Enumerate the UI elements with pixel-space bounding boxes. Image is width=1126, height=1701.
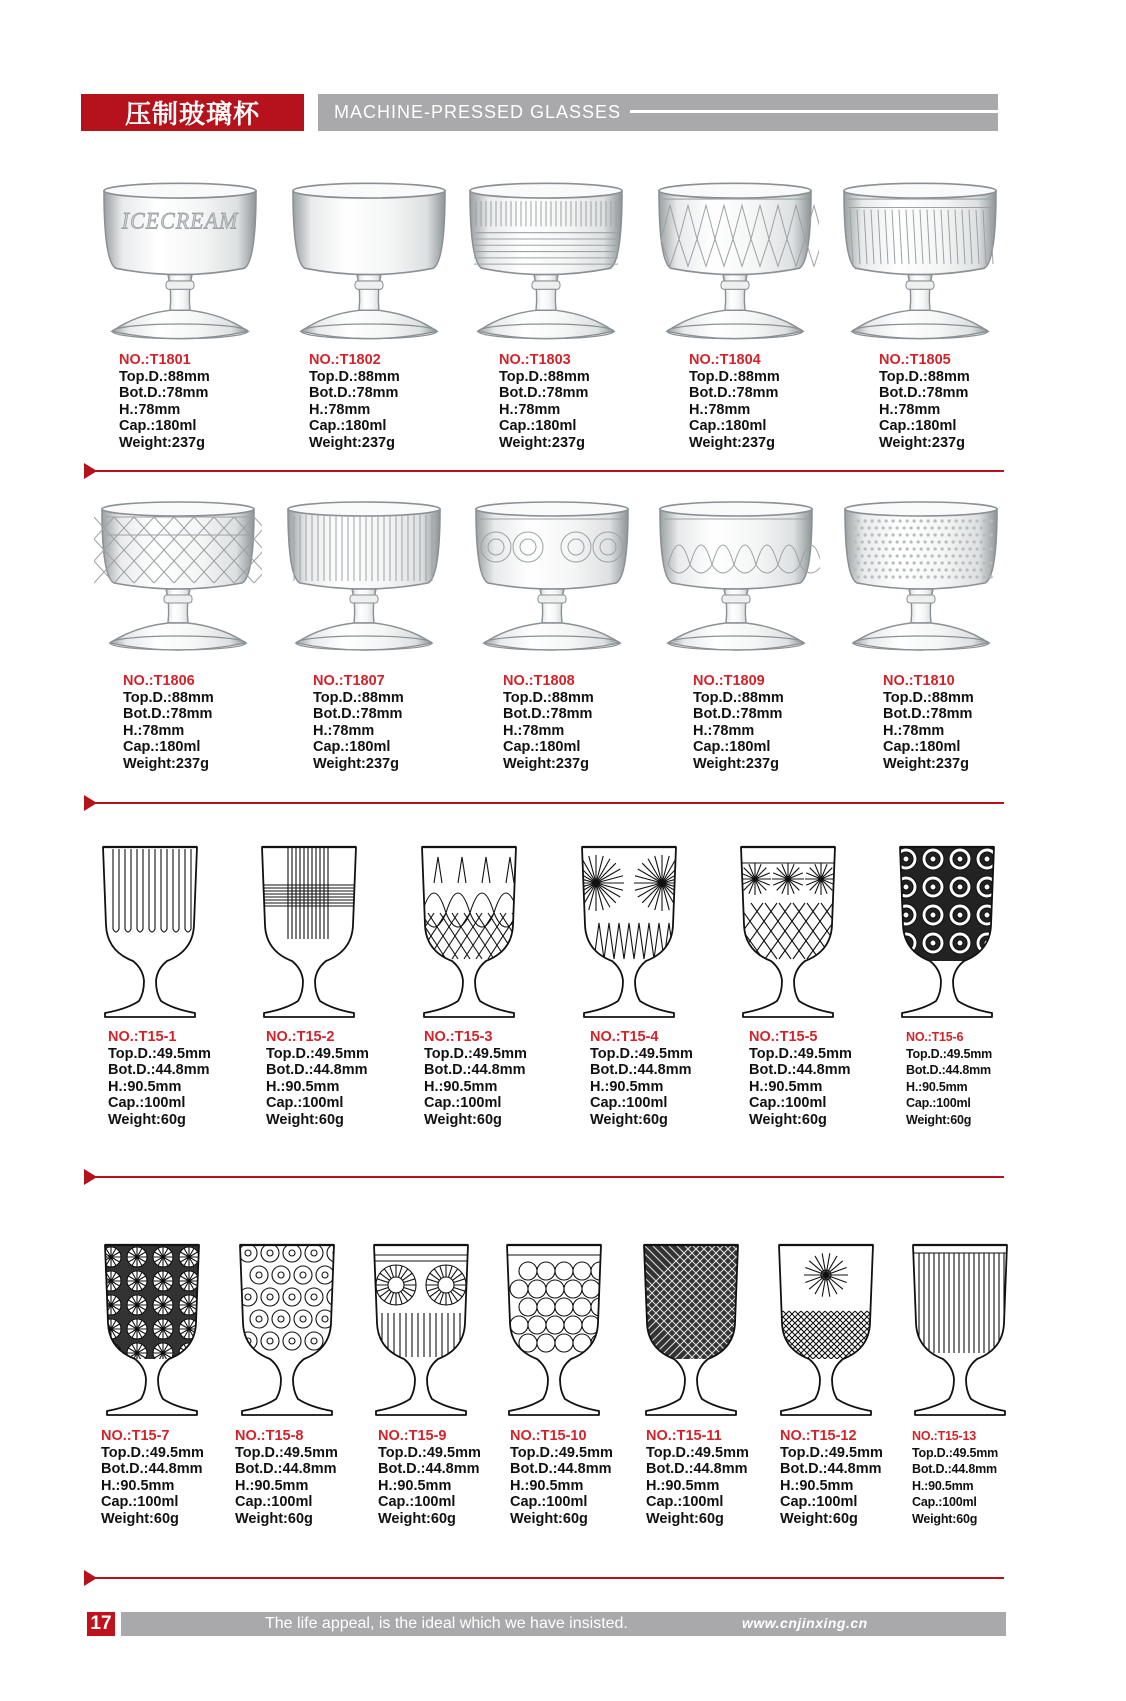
weight: Weight:60g	[108, 1111, 186, 1128]
weight: Weight:237g	[309, 434, 395, 451]
height: H.:90.5mm	[510, 1477, 584, 1494]
product-spec	[123, 673, 214, 772]
header-title-en: MACHINE-PRESSED GLASSES	[334, 102, 622, 122]
top-diameter: Top.D.:88mm	[693, 689, 784, 706]
top-diameter: Top.D.:49.5mm	[235, 1444, 338, 1461]
capacity: Cap.:100ml	[235, 1494, 313, 1510]
top-diameter: Top.D.:49.5mm	[906, 1046, 993, 1061]
product-code: NO.:T15-10	[510, 1428, 587, 1444]
product-spec	[693, 673, 784, 772]
product-code: NO.:T1801	[119, 352, 191, 368]
height: H.:78mm	[119, 401, 181, 418]
footer-slogan: The life appeal, is the ideal which we have insisted.	[265, 1615, 628, 1632]
product-spec	[499, 352, 590, 451]
product-image	[771, 1241, 881, 1421]
weight: Weight:60g	[266, 1111, 344, 1128]
top-diameter: Top.D.:88mm	[689, 368, 780, 385]
header-title-cn: 压制玻璃杯	[81, 94, 304, 131]
weight: Weight:60g	[749, 1111, 827, 1128]
product-spec	[313, 673, 404, 772]
top-diameter: Top.D.:49.5mm	[108, 1045, 211, 1062]
top-diameter: Top.D.:88mm	[503, 689, 594, 706]
weight: Weight:60g	[590, 1111, 668, 1128]
height: H.:90.5mm	[646, 1477, 720, 1494]
bottom-diameter: Bot.D.:78mm	[693, 706, 783, 722]
height: H.:90.5mm	[378, 1477, 452, 1494]
height: H.:78mm	[309, 401, 371, 418]
product-image	[95, 843, 205, 1023]
goblet-line-drawing	[636, 1241, 746, 1421]
height: H.:90.5mm	[101, 1477, 175, 1494]
capacity: Cap.:180ml	[313, 739, 391, 755]
footer-bar	[121, 1612, 1006, 1636]
height: H.:90.5mm	[235, 1477, 309, 1494]
top-diameter: Top.D.:49.5mm	[912, 1445, 999, 1460]
weight: Weight:237g	[503, 755, 589, 772]
section-divider	[86, 1176, 1004, 1178]
height: H.:90.5mm	[424, 1078, 498, 1095]
bottom-diameter: Bot.D.:44.8mm	[749, 1062, 851, 1078]
top-diameter: Top.D.:88mm	[313, 689, 404, 706]
glass-bowl-photo	[836, 176, 1004, 346]
goblet-line-drawing	[95, 843, 205, 1023]
product-image	[837, 495, 1005, 657]
product-spec	[503, 673, 594, 772]
capacity: Cap.:100ml	[266, 1095, 344, 1111]
bottom-diameter: Bot.D.:44.8mm	[424, 1062, 526, 1078]
capacity: Cap.:180ml	[503, 739, 581, 755]
product-spec	[119, 352, 210, 451]
section-divider	[86, 1577, 1004, 1579]
top-diameter: Top.D.:49.5mm	[424, 1045, 527, 1062]
product-code: NO.:T15-12	[780, 1428, 857, 1444]
glass-bowl-photo	[837, 495, 1005, 657]
product-spec	[101, 1428, 204, 1527]
product-image	[414, 843, 524, 1023]
product-spec	[689, 352, 780, 451]
product-image	[254, 843, 364, 1023]
product-spec	[780, 1428, 883, 1527]
weight: Weight:60g	[235, 1510, 313, 1527]
glass-bowl-photo	[285, 176, 453, 346]
product-spec	[906, 1029, 992, 1128]
product-image	[97, 1241, 207, 1421]
product-code: NO.:T15-2	[266, 1029, 335, 1045]
goblet-line-drawing	[892, 843, 1002, 1023]
weight: Weight:60g	[906, 1112, 972, 1127]
product-code: NO.:T1805	[879, 352, 951, 368]
top-diameter: Top.D.:49.5mm	[590, 1045, 693, 1062]
product-spec	[235, 1428, 338, 1527]
product-spec	[378, 1428, 481, 1527]
goblet-line-drawing	[499, 1241, 609, 1421]
weight: Weight:237g	[883, 755, 969, 772]
product-image	[892, 843, 1002, 1023]
top-diameter: Top.D.:88mm	[309, 368, 400, 385]
bottom-diameter: Bot.D.:78mm	[499, 385, 589, 401]
product-spec	[309, 352, 400, 451]
goblet-line-drawing	[97, 1241, 207, 1421]
bottom-diameter: Bot.D.:78mm	[689, 385, 779, 401]
weight: Weight:237g	[313, 755, 399, 772]
height: H.:78mm	[879, 401, 941, 418]
product-spec	[590, 1029, 693, 1128]
height: H.:78mm	[499, 401, 561, 418]
bottom-diameter: Bot.D.:44.8mm	[108, 1062, 210, 1078]
weight: Weight:60g	[424, 1111, 502, 1128]
product-image	[652, 495, 820, 657]
height: H.:78mm	[503, 722, 565, 739]
product-spec	[912, 1428, 998, 1527]
bottom-diameter: Bot.D.:78mm	[309, 385, 399, 401]
glass-bowl-photo	[462, 176, 630, 346]
capacity: Cap.:180ml	[119, 418, 197, 434]
goblet-line-drawing	[414, 843, 524, 1023]
bottom-diameter: Bot.D.:44.8mm	[906, 1063, 991, 1077]
bottom-diameter: Bot.D.:44.8mm	[912, 1462, 997, 1476]
weight: Weight:237g	[689, 434, 775, 451]
product-code: NO.:T15-13	[912, 1429, 976, 1443]
product-code: NO.:T1802	[309, 352, 381, 368]
capacity: Cap.:100ml	[646, 1494, 724, 1510]
capacity: Cap.:100ml	[906, 1096, 971, 1110]
height: H.:90.5mm	[590, 1078, 664, 1095]
goblet-line-drawing	[905, 1241, 1015, 1421]
glass-bowl-photo	[651, 176, 819, 346]
product-code: NO.:T1806	[123, 673, 195, 689]
product-code: NO.:T1808	[503, 673, 575, 689]
capacity: Cap.:180ml	[879, 418, 957, 434]
product-image	[651, 176, 819, 346]
product-image	[232, 1241, 342, 1421]
product-image	[836, 176, 1004, 346]
top-diameter: Top.D.:49.5mm	[266, 1045, 369, 1062]
product-code: NO.:T15-6	[906, 1030, 964, 1044]
bottom-diameter: Bot.D.:78mm	[879, 385, 969, 401]
top-diameter: Top.D.:88mm	[123, 689, 214, 706]
capacity: Cap.:100ml	[749, 1095, 827, 1111]
top-diameter: Top.D.:88mm	[879, 368, 970, 385]
product-code: NO.:T15-8	[235, 1428, 304, 1444]
height: H.:78mm	[689, 401, 751, 418]
weight: Weight:60g	[510, 1510, 588, 1527]
bottom-diameter: Bot.D.:78mm	[313, 706, 403, 722]
capacity: Cap.:100ml	[912, 1495, 977, 1509]
height: H.:78mm	[693, 722, 755, 739]
top-diameter: Top.D.:49.5mm	[749, 1045, 852, 1062]
height: H.:90.5mm	[108, 1078, 182, 1095]
capacity: Cap.:180ml	[689, 418, 767, 434]
weight: Weight:237g	[123, 755, 209, 772]
top-diameter: Top.D.:49.5mm	[101, 1444, 204, 1461]
bottom-diameter: Bot.D.:44.8mm	[590, 1062, 692, 1078]
product-image	[96, 176, 264, 346]
bottom-diameter: Bot.D.:78mm	[503, 706, 593, 722]
bottom-diameter: Bot.D.:44.8mm	[266, 1062, 368, 1078]
capacity: Cap.:180ml	[693, 739, 771, 755]
svg-text:ICECREAM: ICECREAM	[121, 207, 239, 234]
product-spec	[879, 352, 970, 451]
height: H.:78mm	[883, 722, 945, 739]
header-bar	[318, 94, 998, 131]
product-image	[285, 176, 453, 346]
top-diameter: Top.D.:49.5mm	[780, 1444, 883, 1461]
product-spec	[749, 1029, 852, 1128]
product-image	[905, 1241, 1015, 1421]
bottom-diameter: Bot.D.:78mm	[119, 385, 209, 401]
bottom-diameter: Bot.D.:44.8mm	[235, 1461, 337, 1477]
capacity: Cap.:100ml	[510, 1494, 588, 1510]
weight: Weight:60g	[912, 1511, 978, 1526]
height: H.:78mm	[123, 722, 185, 739]
product-code: NO.:T1810	[883, 673, 955, 689]
glass-bowl-photo	[652, 495, 820, 657]
weight: Weight:60g	[101, 1510, 179, 1527]
capacity: Cap.:180ml	[499, 418, 577, 434]
product-code: NO.:T15-3	[424, 1029, 493, 1045]
section-divider	[86, 802, 1004, 804]
weight: Weight:60g	[378, 1510, 456, 1527]
product-code: NO.:T1804	[689, 352, 761, 368]
glass-bowl-photo	[468, 495, 636, 657]
height: H.:90.5mm	[266, 1078, 340, 1095]
capacity: Cap.:100ml	[424, 1095, 502, 1111]
capacity: Cap.:100ml	[378, 1494, 456, 1510]
product-image	[574, 843, 684, 1023]
product-spec	[883, 673, 974, 772]
bottom-diameter: Bot.D.:78mm	[883, 706, 973, 722]
capacity: Cap.:100ml	[101, 1494, 179, 1510]
product-code: NO.:T15-1	[108, 1029, 177, 1045]
glass-bowl-photo	[280, 495, 448, 657]
product-code: NO.:T15-11	[646, 1428, 722, 1444]
product-image	[280, 495, 448, 657]
product-code: NO.:T15-9	[378, 1428, 447, 1444]
height: H.:90.5mm	[749, 1078, 823, 1095]
weight: Weight:60g	[780, 1510, 858, 1527]
bottom-diameter: Bot.D.:44.8mm	[780, 1461, 882, 1477]
weight: Weight:237g	[693, 755, 779, 772]
top-diameter: Top.D.:88mm	[119, 368, 210, 385]
product-code: NO.:T1809	[693, 673, 765, 689]
height: H.:90.5mm	[780, 1477, 854, 1494]
product-spec	[510, 1428, 613, 1527]
bottom-diameter: Bot.D.:44.8mm	[510, 1461, 612, 1477]
product-image	[462, 176, 630, 346]
glass-bowl-photo	[96, 176, 264, 346]
glass-bowl-photo	[94, 495, 262, 657]
product-image	[468, 495, 636, 657]
product-image	[499, 1241, 609, 1421]
product-code: NO.:T1803	[499, 352, 571, 368]
weight: Weight:60g	[646, 1510, 724, 1527]
capacity: Cap.:180ml	[309, 418, 387, 434]
bottom-diameter: Bot.D.:44.8mm	[646, 1461, 748, 1477]
goblet-line-drawing	[733, 843, 843, 1023]
footer-url: www.cnjinxing.cn	[742, 1615, 868, 1631]
product-spec	[266, 1029, 369, 1128]
capacity: Cap.:100ml	[108, 1095, 186, 1111]
section-divider	[86, 470, 1004, 472]
weight: Weight:237g	[499, 434, 585, 451]
bottom-diameter: Bot.D.:44.8mm	[378, 1461, 480, 1477]
goblet-line-drawing	[574, 843, 684, 1023]
goblet-line-drawing	[232, 1241, 342, 1421]
product-spec	[108, 1029, 211, 1128]
capacity: Cap.:100ml	[590, 1095, 668, 1111]
bottom-diameter: Bot.D.:78mm	[123, 706, 213, 722]
product-code: NO.:T15-4	[590, 1029, 659, 1045]
weight: Weight:237g	[119, 434, 205, 451]
capacity: Cap.:180ml	[883, 739, 961, 755]
product-spec	[646, 1428, 749, 1527]
height: H.:78mm	[313, 722, 375, 739]
bottom-diameter: Bot.D.:44.8mm	[101, 1461, 203, 1477]
product-image	[366, 1241, 476, 1421]
top-diameter: Top.D.:49.5mm	[646, 1444, 749, 1461]
product-code: NO.:T15-5	[749, 1029, 818, 1045]
product-spec	[424, 1029, 527, 1128]
weight: Weight:237g	[879, 434, 965, 451]
goblet-line-drawing	[366, 1241, 476, 1421]
page-number: 17	[87, 1612, 115, 1636]
height: H.:90.5mm	[906, 1079, 968, 1094]
product-image	[94, 495, 262, 657]
goblet-line-drawing	[254, 843, 364, 1023]
height: H.:90.5mm	[912, 1478, 974, 1493]
top-diameter: Top.D.:49.5mm	[378, 1444, 481, 1461]
header-rule	[630, 110, 998, 113]
top-diameter: Top.D.:88mm	[883, 689, 974, 706]
top-diameter: Top.D.:49.5mm	[510, 1444, 613, 1461]
capacity: Cap.:100ml	[780, 1494, 858, 1510]
product-code: NO.:T15-7	[101, 1428, 170, 1444]
capacity: Cap.:180ml	[123, 739, 201, 755]
goblet-line-drawing	[771, 1241, 881, 1421]
product-image	[733, 843, 843, 1023]
top-diameter: Top.D.:88mm	[499, 368, 590, 385]
product-image	[636, 1241, 746, 1421]
product-code: NO.:T1807	[313, 673, 385, 689]
